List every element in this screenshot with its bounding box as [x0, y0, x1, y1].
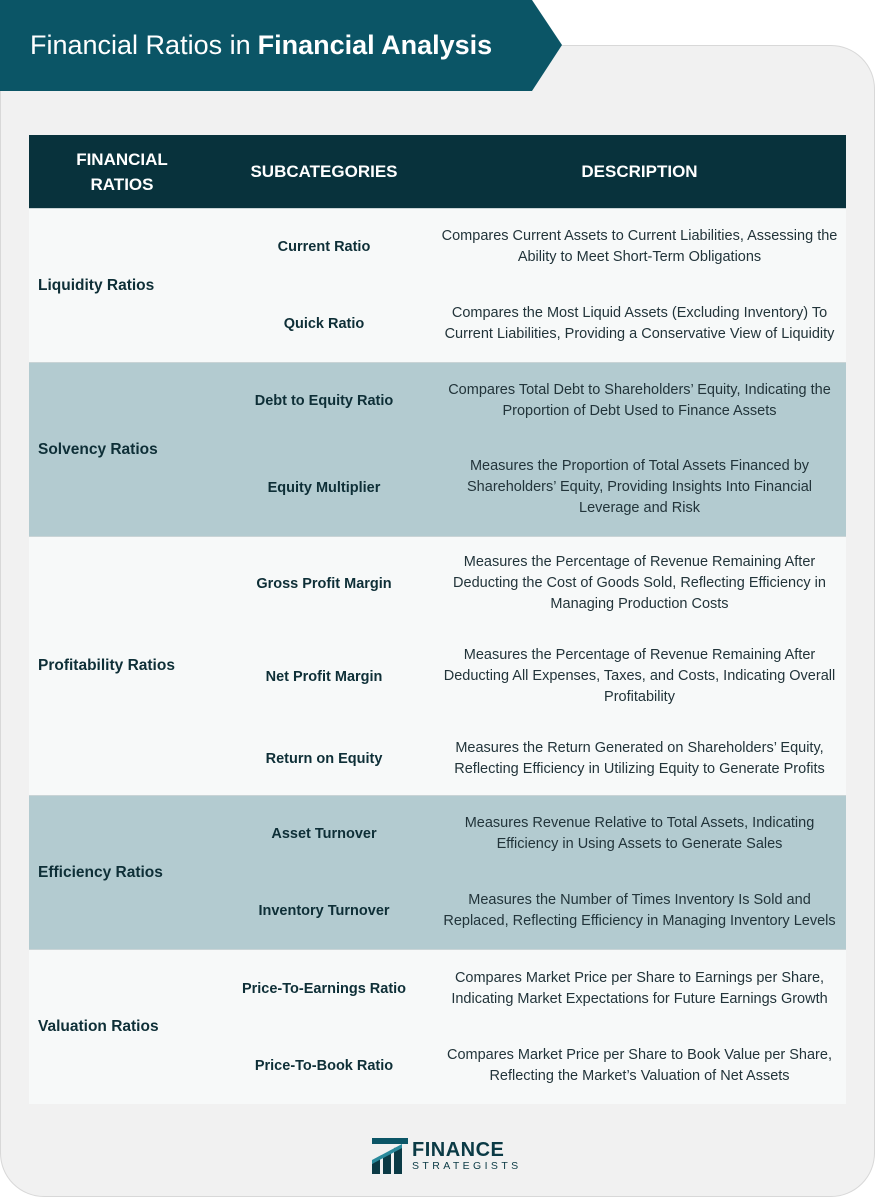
ratio-group-row [29, 795, 846, 949]
subcategory-row [215, 738, 846, 780]
ratio-group-row [29, 362, 846, 536]
ratio-group-name: Profitability Ratios [38, 657, 175, 674]
column-header-description: DESCRIPTION [581, 162, 698, 181]
ratios-table [29, 135, 846, 1104]
subcategory-name: Gross Profit Margin [256, 575, 392, 592]
ratio-group-name: Solvency Ratios [38, 440, 158, 458]
title-bold: Financial Analysis [257, 30, 493, 60]
subcategory-row [215, 552, 846, 615]
logo-text-finance: FINANCE [412, 1139, 505, 1161]
subcategory-row [215, 380, 846, 422]
subcategory-name: Inventory Turnover [258, 902, 390, 919]
subcategory-description: Measures the Proportion of Total Assets Financed by Shareholders’ Equity, Providing Insights Into Financial Leverage and Risk [467, 458, 812, 516]
subcategory-list [215, 537, 846, 795]
table-header [29, 135, 846, 208]
subcategory-row [215, 645, 846, 708]
column-header-subcategories: SUBCATEGORIES [250, 162, 398, 181]
subcategory-name: Debt to Equity Ratio [254, 393, 394, 409]
subcategory-description: Measures Revenue Relative to Total Assets, Indicating Efficiency in Using Assets to Generate Sales [464, 815, 815, 853]
subcategory-row [215, 813, 846, 855]
subcategory-name: Return on Equity [265, 751, 383, 767]
finance-strategists-logo [372, 1137, 522, 1175]
subcategory-list [215, 796, 846, 949]
subcategory-name: Current Ratio [277, 239, 371, 256]
column-header-financial-ratios: FINANCIAL RATIOS [76, 149, 168, 194]
page-title [30, 0, 492, 91]
subcategory-row [215, 456, 846, 519]
subcategory-description: Compares Total Debt to Shareholders’ Equity, Indicating the Proportion of Debt Used to Finance Assets [448, 382, 831, 419]
ratio-group-row [29, 949, 846, 1104]
subcategory-description: Compares Market Price per Share to Book Value per Share, Reflecting the Market’s Valuation of Net Assets [447, 1046, 832, 1084]
subcategory-list [215, 363, 846, 536]
ratio-group-name: Valuation Ratios [38, 1018, 159, 1035]
subcategory-list [215, 209, 846, 362]
title-light: Financial Ratios in [30, 30, 251, 60]
subcategory-description: Compares Market Price per Share to Earnings per Share, Indicating Market Expectations for Future Earnings Growth [451, 969, 828, 1007]
ratio-group-name: Efficiency Ratios [38, 863, 163, 881]
subcategory-description: Measures the Percentage of Revenue Remaining After Deducting the Cost of Goods Sold, Reflecting Efficiency in Managing Production Costs [453, 554, 826, 612]
subcategory-row [215, 226, 846, 268]
subcategory-list [215, 950, 846, 1104]
ratio-group-row [29, 208, 846, 362]
subcategory-name: Equity Multiplier [267, 479, 381, 496]
subcategory-description: Compares the Most Liquid Assets (Excluding Inventory) To Current Liabilities, Providing a Conservative View of Liquidity [444, 304, 835, 342]
subcategory-row [215, 968, 846, 1010]
subcategory-row [215, 303, 846, 345]
subcategory-name: Price-To-Book Ratio [254, 1057, 394, 1074]
ratio-group-name: Liquidity Ratios [38, 276, 155, 294]
subcategory-name: Asset Turnover [271, 826, 377, 843]
subcategory-description: Measures the Number of Times Inventory Is Sold and Replaced, Reflecting Efficiency in Managing Inventory Levels [443, 891, 836, 929]
subcategory-row [215, 1045, 846, 1087]
table-body [29, 208, 846, 1104]
subcategory-description: Measures the Return Generated on Shareholders’ Equity, Reflecting Efficiency in Utilizing Equity to Generate Profits [454, 740, 825, 777]
subcategory-row [215, 890, 846, 932]
finance-strategists-logo-icon [372, 1138, 408, 1174]
subcategory-name: Net Profit Margin [265, 668, 383, 685]
subcategory-description: Measures the Percentage of Revenue Remaining After Deducting All Expenses, Taxes, and Costs, Indicating Overall Profitability [443, 647, 836, 705]
logo-wordmark [412, 1140, 522, 1172]
subcategory-name: Price-To-Earnings Ratio [241, 980, 407, 997]
ratio-group-row [29, 536, 846, 795]
logo-text-strategists: STRATEGISTS [412, 1160, 522, 1172]
subcategory-description: Compares Current Assets to Current Liabilities, Assessing the Ability to Meet Short-Term Obligations [441, 228, 838, 266]
subcategory-name: Quick Ratio [283, 315, 365, 332]
